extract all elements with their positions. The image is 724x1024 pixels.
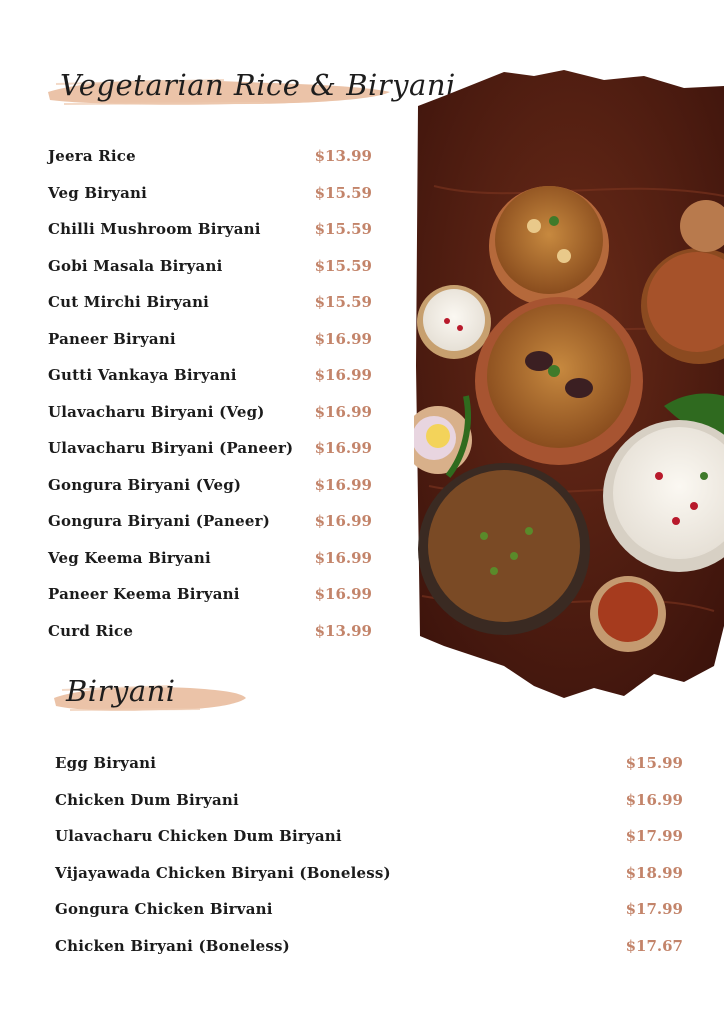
menu-item-price: $15.59 — [314, 220, 372, 238]
menu-item-price: $16.99 — [314, 475, 372, 494]
menu-item-price: $13.99 — [314, 147, 372, 165]
menu-item-name: Paneer Biryani — [48, 329, 176, 348]
menu-item — [48, 293, 372, 317]
menu-item-price: $16.99 — [314, 329, 372, 348]
menu-item-name: Vijayawada Chicken Biryani (Boneless) — [55, 863, 391, 882]
menu-item-name: Gongura Chicken Birvani — [55, 900, 273, 918]
menu-item-price: $15.99 — [625, 754, 683, 772]
menu-item-name: Curd Rice — [48, 621, 134, 640]
menu-item-name: Paneer Keema Biryani — [48, 585, 240, 603]
menu-item — [48, 147, 372, 171]
menu-item — [48, 257, 372, 281]
menu-item-price: $16.99 — [314, 548, 372, 567]
menu-item — [48, 403, 372, 427]
menu-item-name: Chilli Mushroom Biryani — [48, 220, 261, 238]
section-title: Biryani — [66, 674, 176, 708]
menu-item-name: Cut Mirchi Biryani — [48, 293, 210, 311]
menu-item — [55, 900, 683, 924]
menu-item-name: Ulavacharu Biryani (Paneer) — [48, 439, 294, 457]
menu-item — [48, 585, 372, 609]
menu-item-price: $16.99 — [625, 790, 683, 809]
menu-item — [48, 439, 372, 463]
menu-item-name: Veg Keema Biryani — [48, 548, 211, 567]
menu-item-price: $15.59 — [314, 293, 372, 311]
menu-item — [48, 512, 372, 536]
menu-item-price: $16.99 — [314, 512, 372, 530]
menu-item-price: $13.99 — [314, 621, 372, 640]
menu-item — [48, 184, 372, 208]
biryani-dishes-photo — [414, 66, 724, 706]
menu-item-price: $16.99 — [314, 439, 372, 457]
menu-item-name: Ulavacharu Chicken Dum Biryani — [55, 827, 342, 845]
menu-item — [48, 476, 372, 500]
menu-item-name: Ulavacharu Biryani (Veg) — [48, 402, 265, 421]
menu-item — [48, 330, 372, 354]
menu-item — [48, 366, 372, 390]
menu-item-price: $15.59 — [314, 183, 372, 202]
section-title: Vegetarian Rice & Biryani — [60, 68, 456, 102]
menu-item — [55, 937, 683, 961]
menu-item-price: $16.99 — [314, 366, 372, 384]
menu-item — [55, 827, 683, 851]
menu-item-name: Gongura Biryani (Veg) — [48, 475, 242, 494]
menu-item-name: Chicken Dum Biryani — [55, 790, 239, 809]
menu-item-name: Jeera Rice — [48, 147, 136, 165]
menu-item-name: Gongura Biryani (Paneer) — [48, 512, 270, 530]
menu-item — [48, 622, 372, 646]
menu-item-price: $17.99 — [625, 827, 683, 845]
menu-item — [55, 754, 683, 778]
menu-item-price: $16.99 — [314, 585, 372, 603]
menu-item-price: $17.67 — [625, 936, 683, 955]
menu-item — [55, 864, 683, 888]
menu-item-price: $16.99 — [314, 402, 372, 421]
menu-item-price: $18.99 — [625, 863, 683, 882]
menu-item — [55, 791, 683, 815]
menu-item — [48, 220, 372, 244]
menu-item-price: $15.59 — [314, 256, 372, 275]
vegetarian-section-heading — [40, 62, 456, 118]
menu-item-name: Gutti Vankaya Biryani — [48, 366, 237, 384]
menu-item-name: Veg Biryani — [48, 183, 148, 202]
menu-item-name: Egg Biryani — [55, 754, 157, 772]
menu-item — [48, 549, 372, 573]
menu-item-name: Gobi Masala Biryani — [48, 256, 223, 275]
menu-item-name: Chicken Biryani (Boneless) — [55, 936, 290, 955]
menu-item-price: $17.99 — [625, 900, 683, 918]
biryani-section-heading — [46, 670, 256, 726]
